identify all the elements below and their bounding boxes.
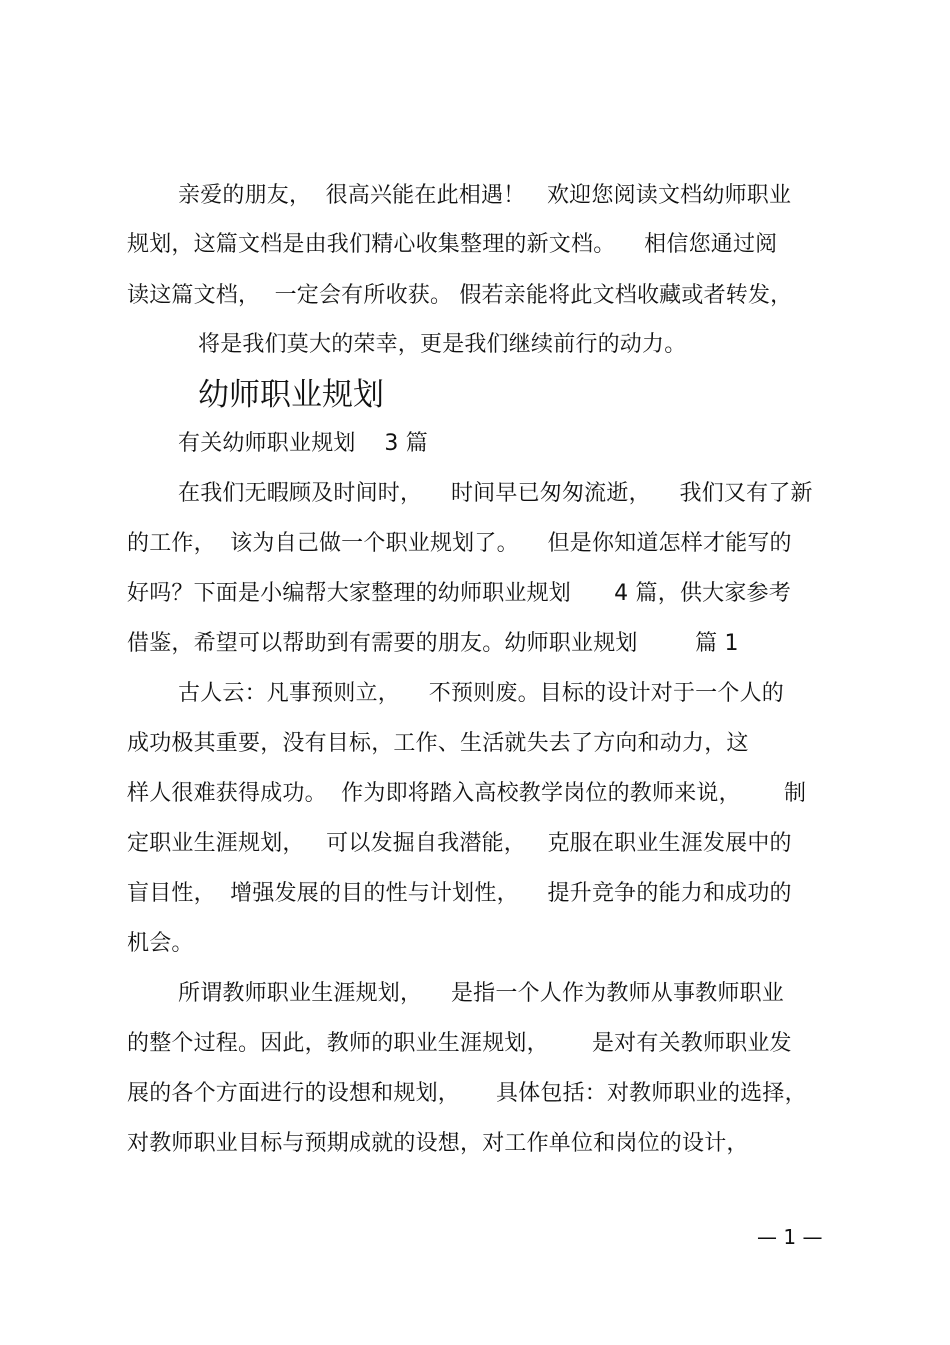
- paragraph-line: 所谓教师职业生涯规划， 是指一个人作为教师从事教师职业: [178, 981, 784, 1006]
- paragraph-line: 成功极其重要，没有目标，工作、生活就失去了方向和动力，这: [127, 731, 749, 756]
- paragraph-line: 机会。: [127, 931, 194, 956]
- paragraph-line: 对教师职业目标与预期成就的设想，对工作单位和岗位的设计，: [127, 1131, 749, 1156]
- paragraph-line: 盲目性， 增强发展的目的性与计划性， 提升竞争的能力和成功的: [127, 881, 792, 906]
- paragraph-line: 定职业生涯规划， 可以发掘自我潜能， 克服在职业生涯发展中的: [127, 831, 792, 856]
- page-number: — 1 —: [757, 1225, 823, 1249]
- paragraph-line: 的整个过程。因此，教师的职业生涯规划， 是对有关教师职业发: [127, 1031, 792, 1056]
- intro-line: 亲爱的朋友， 很高兴能在此相遇！ 欢迎您阅读文档幼师职业: [178, 183, 792, 208]
- paragraph-line: 样人很难获得成功。 作为即将踏入高校教学岗位的教师来说， 制: [127, 781, 807, 806]
- paragraph-line: 古人云：凡事预则立， 不预则废。目标的设计对于一个人的: [178, 681, 784, 706]
- paragraph-line: 在我们无暇顾及时间时， 时间早已匆匆流逝， 我们又有了新: [178, 481, 813, 506]
- paragraph-line: 借鉴，希望可以帮助到有需要的朋友。幼师职业规划 篇 1: [127, 631, 739, 656]
- intro-line: 规划，这篇文档是由我们精心收集整理的新文档。 相信您通过阅: [127, 232, 778, 257]
- document-title: 幼师职业规划: [198, 377, 384, 413]
- paragraph-line: 的工作， 该为自己做一个职业规划了。 但是你知道怎样才能写的: [127, 531, 792, 556]
- paragraph-line: 好吗？下面是小编帮大家整理的幼师职业规划 4 篇，供大家参考: [127, 581, 791, 606]
- document-subtitle: 有关幼师职业规划 3 篇: [178, 431, 428, 456]
- paragraph-line: 展的各个方面进行的设想和规划， 具体包括：对教师职业的选择，: [127, 1081, 807, 1106]
- intro-line: 将是我们莫大的荣幸，更是我们继续前行的动力。: [198, 332, 687, 357]
- intro-line: 读这篇文档， 一定会有所收获。 假若亲能将此文档收藏或者转发，: [127, 283, 793, 308]
